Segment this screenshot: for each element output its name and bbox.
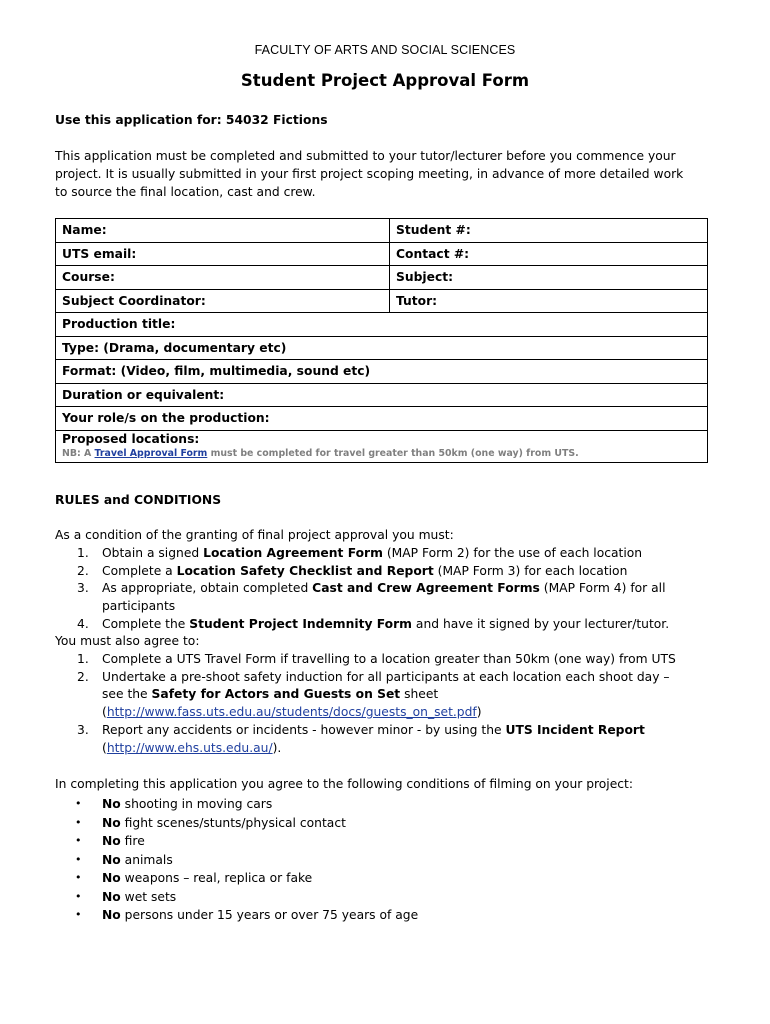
bullet-icon: • [75, 852, 82, 866]
item-text: Complete a [102, 563, 177, 578]
intro-line: project. It is usually submitted in your first project scoping meeting, in advance of more detailed work [55, 167, 684, 181]
intro-line: to source the final location, cast and crew. [55, 185, 316, 199]
item-text: see the [102, 687, 152, 702]
list-item [55, 814, 418, 833]
bullet-icon: • [75, 871, 82, 884]
paren: ( [102, 705, 107, 720]
table-row [56, 383, 708, 407]
list-item [55, 616, 669, 634]
intro-paragraph [55, 147, 715, 201]
filming-conditions-intro: In completing this application you agree to the following conditions of filming on your project: [55, 777, 634, 791]
item-bold-text: No [102, 852, 121, 867]
list-number: 1. [77, 652, 89, 666]
list-item [55, 888, 418, 907]
item-text: fire [120, 834, 145, 848]
item-text: Complete a UTS Travel Form if travelling to a location greater than 50km (one way) from UTS [102, 652, 676, 666]
also-agree-heading: You must also agree to: [55, 634, 200, 648]
item-text: persons under 15 years or over 75 years of age [120, 908, 419, 922]
guests-on-set-link[interactable]: http://www.fass.uts.edu.au/students/docs/guests_on_set.pdf [106, 705, 477, 720]
item-text: weapons – real, replica or fake [120, 871, 313, 885]
bullet-icon: • [75, 797, 82, 810]
rules-heading: RULES and CONDITIONS [55, 493, 222, 507]
item-text: (MAP Form 3) for each location [433, 563, 628, 578]
list-item [55, 795, 418, 814]
intro-line: This application must be completed and submitted to your tutor/lecturer before you commence your [55, 149, 676, 163]
item-text: Obtain a signed [102, 546, 204, 560]
item-bold-text: No [102, 908, 121, 922]
item-bold-text: No [102, 889, 121, 904]
roles-field[interactable]: Your role/s on the production: [56, 407, 708, 431]
table-row [56, 219, 708, 243]
item-bold-text: Location Agreement Form [203, 546, 383, 560]
list-number: 3. [77, 722, 89, 737]
item-continuation [102, 704, 676, 722]
list-item [55, 851, 418, 870]
table-row [56, 430, 708, 462]
item-bold-text: No [102, 834, 121, 848]
ehs-link[interactable]: http://www.ehs.uts.edu.au/ [106, 740, 273, 755]
item-bold-text: No [102, 815, 121, 830]
list-number: 1. [77, 546, 89, 560]
subject-field[interactable]: Subject: [390, 266, 708, 290]
item-text: fight scenes/stunts/physical contact [120, 815, 346, 830]
travel-note-prefix: NB: A [62, 447, 95, 459]
bullet-icon: • [75, 908, 82, 921]
list-item [55, 722, 676, 757]
table-row [56, 289, 708, 313]
table-row [56, 360, 708, 384]
travel-note-suffix: must be completed for travel greater than 50km (one way) from UTS. [207, 447, 579, 459]
table-row [56, 266, 708, 290]
use-for-line: Use this application for: 54032 Fictions [55, 113, 328, 127]
student-details-table [55, 218, 708, 463]
item-text: animals [120, 852, 173, 867]
paren: ). [272, 740, 282, 755]
bullet-icon: • [75, 815, 82, 829]
item-continuation [102, 740, 676, 758]
list-item [55, 669, 676, 722]
travel-approval-form-link[interactable]: Travel Approval Form [94, 447, 208, 459]
table-row [56, 313, 708, 337]
list-item [55, 580, 669, 615]
list-number: 4. [77, 616, 89, 631]
bullet-icon: • [75, 834, 82, 847]
item-text: (MAP Form 2) for the use of each location [382, 546, 643, 560]
paren: ) [476, 705, 482, 720]
course-field[interactable]: Course: [56, 266, 390, 290]
item-text: Undertake a pre-shoot safety induction for all participants at each location each shoot day – [102, 669, 670, 684]
proposed-locations-field[interactable] [56, 430, 708, 462]
item-bold-text: Cast and Crew Agreement Forms [312, 581, 540, 596]
item-text: wet sets [120, 889, 177, 904]
duration-field[interactable]: Duration or equivalent: [56, 383, 708, 407]
item-text: and have it signed by your lecturer/tutor. [412, 616, 670, 631]
page-title: Student Project Approval Form [240, 71, 530, 90]
item-text: Complete the [102, 616, 190, 631]
item-continuation: participants [102, 599, 176, 614]
list-number: 2. [77, 563, 89, 578]
list-number: 3. [77, 581, 89, 596]
table-row [56, 336, 708, 360]
list-item [55, 651, 676, 669]
faculty-header: FACULTY OF ARTS AND SOCIAL SCIENCES [254, 43, 516, 57]
item-continuation [102, 686, 676, 704]
proposed-locations-label: Proposed locations: [62, 431, 200, 446]
item-bold-text: Student Project Indemnity Form [189, 616, 412, 631]
student-number-field[interactable]: Student #: [390, 219, 708, 243]
item-text: Report any accidents or incidents - however minor - by using the [102, 722, 506, 737]
uts-email-field[interactable]: UTS email: [56, 242, 390, 266]
item-text: shooting in moving cars [120, 797, 273, 811]
contact-number-field[interactable]: Contact #: [390, 242, 708, 266]
item-text: As appropriate, obtain completed [102, 581, 313, 596]
travel-note [62, 447, 701, 460]
production-title-field[interactable]: Production title: [56, 313, 708, 337]
list-item [55, 563, 669, 581]
item-text: sheet [400, 687, 439, 702]
item-bold-text: No [102, 871, 121, 885]
list-item [55, 545, 669, 563]
item-bold-text: Location Safety Checklist and Report [176, 563, 434, 578]
item-bold-text: Safety for Actors and Guests on Set [151, 687, 401, 702]
format-field[interactable]: Format: (Video, film, multimedia, sound etc) [56, 360, 708, 384]
list-item [55, 832, 418, 851]
type-field[interactable]: Type: (Drama, documentary etc) [56, 336, 708, 360]
condition-intro: As a condition of the granting of final project approval you must: [55, 528, 454, 542]
agree-list [55, 651, 676, 757]
item-text: (MAP Form 4) for all [539, 581, 666, 596]
paren: ( [102, 740, 107, 755]
filming-conditions-list [55, 795, 418, 925]
bullet-icon: • [75, 889, 82, 903]
must-list [55, 545, 669, 634]
table-row [56, 242, 708, 266]
item-bold-text: UTS Incident Report [505, 722, 645, 737]
list-item [55, 869, 418, 888]
list-item [55, 906, 418, 925]
item-bold-text: No [102, 797, 121, 811]
name-field[interactable]: Name: [56, 219, 390, 243]
table-row [56, 407, 708, 431]
list-number: 2. [77, 669, 89, 684]
subject-coordinator-field[interactable]: Subject Coordinator: [56, 289, 390, 313]
tutor-field[interactable]: Tutor: [390, 289, 708, 313]
